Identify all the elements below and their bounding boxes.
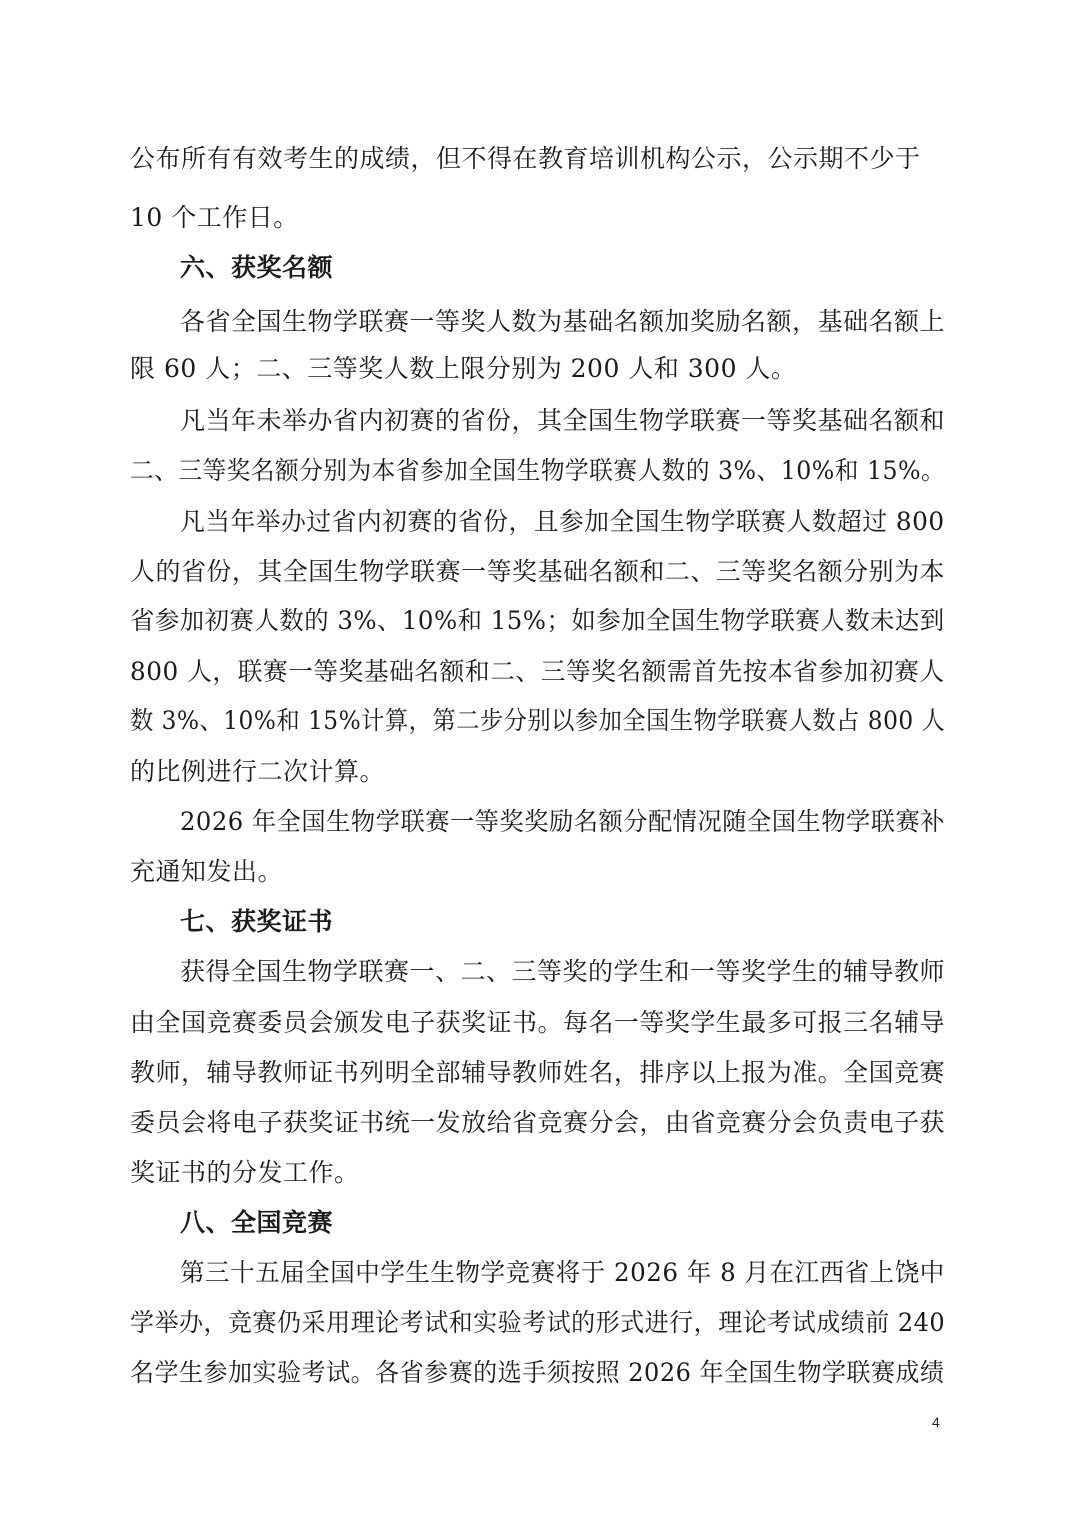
paragraph-line: 10 个工作日。 bbox=[130, 203, 299, 232]
section-heading-award-certificate: 七、获奖证书 bbox=[180, 907, 334, 936]
paragraph-line: 省参加初赛人数的 3%、10%和 15%；如参加全国生物学联赛人数未达到 bbox=[130, 606, 945, 635]
paragraph-line: 第三十五届全国中学生生物学竞赛将于 2026 年 8 月在江西省上饶中 bbox=[180, 1258, 945, 1287]
paragraph-line: 数 3%、10%和 15%计算，第二步分别以参加全国生物学联赛人数占 800 人 bbox=[130, 706, 946, 735]
paragraph-line: 800 人，联赛一等奖基础名额和二、三等奖名额需首先按本省参加初赛人 bbox=[130, 657, 945, 686]
paragraph-line: 教师，辅导教师证书列明全部辅导教师姓名，排序以上报为准。全国竞赛 bbox=[130, 1058, 946, 1087]
section-heading-awards-quota: 六、获奖名额 bbox=[180, 253, 334, 282]
paragraph-line: 的比例进行二次计算。 bbox=[130, 757, 386, 786]
paragraph-line: 凡当年举办过省内初赛的省份，且参加全国生物学联赛人数超过 800 bbox=[180, 507, 945, 536]
paragraph-line: 充通知发出。 bbox=[130, 857, 284, 886]
paragraph-line: 公布所有有效考生的成绩，但不得在教育培训机构公示，公示期不少于 bbox=[130, 144, 921, 173]
paragraph-line: 奖证书的分发工作。 bbox=[130, 1158, 360, 1187]
paragraph-line: 获得全国生物学联赛一、二、三等奖的学生和一等奖学生的辅导教师 bbox=[180, 957, 946, 986]
paragraph-line: 限 60 人；二、三等奖人数上限分别为 200 人和 300 人。 bbox=[130, 354, 797, 383]
paragraph-line: 学举办，竞赛仍采用理论考试和实验考试的形式进行，理论考试成绩前 240 bbox=[130, 1308, 946, 1337]
paragraph-line: 凡当年未举办省内初赛的省份，其全国生物学联赛一等奖基础名额和 bbox=[180, 406, 946, 435]
page-number: 4 bbox=[932, 1414, 940, 1430]
paragraph-line: 委员会将电子获奖证书统一发放给省竞赛分会，由省竞赛分会负责电子获 bbox=[130, 1108, 946, 1137]
paragraph-line: 2026 年全国生物学联赛一等奖奖励名额分配情况随全国生物学联赛补 bbox=[180, 807, 946, 836]
paragraph-line: 二、三等奖名额分别为本省参加全国生物学联赛人数的 3%、10%和 15%。 bbox=[130, 456, 946, 485]
section-heading-national-competition: 八、全国竞赛 bbox=[180, 1208, 334, 1237]
paragraph-line: 人的省份，其全国生物学联赛一等奖基础名额和二、三等奖名额分别为本 bbox=[130, 557, 946, 586]
paragraph-line: 由全国竞赛委员会颁发电子获奖证书。每名一等奖学生最多可报三名辅导 bbox=[130, 1008, 946, 1037]
paragraph-line: 名学生参加实验考试。各省参赛的选手须按照 2026 年全国生物学联赛成绩 bbox=[130, 1358, 945, 1387]
paragraph-line: 各省全国生物学联赛一等奖人数为基础名额加奖励名额，基础名额上 bbox=[180, 307, 946, 336]
